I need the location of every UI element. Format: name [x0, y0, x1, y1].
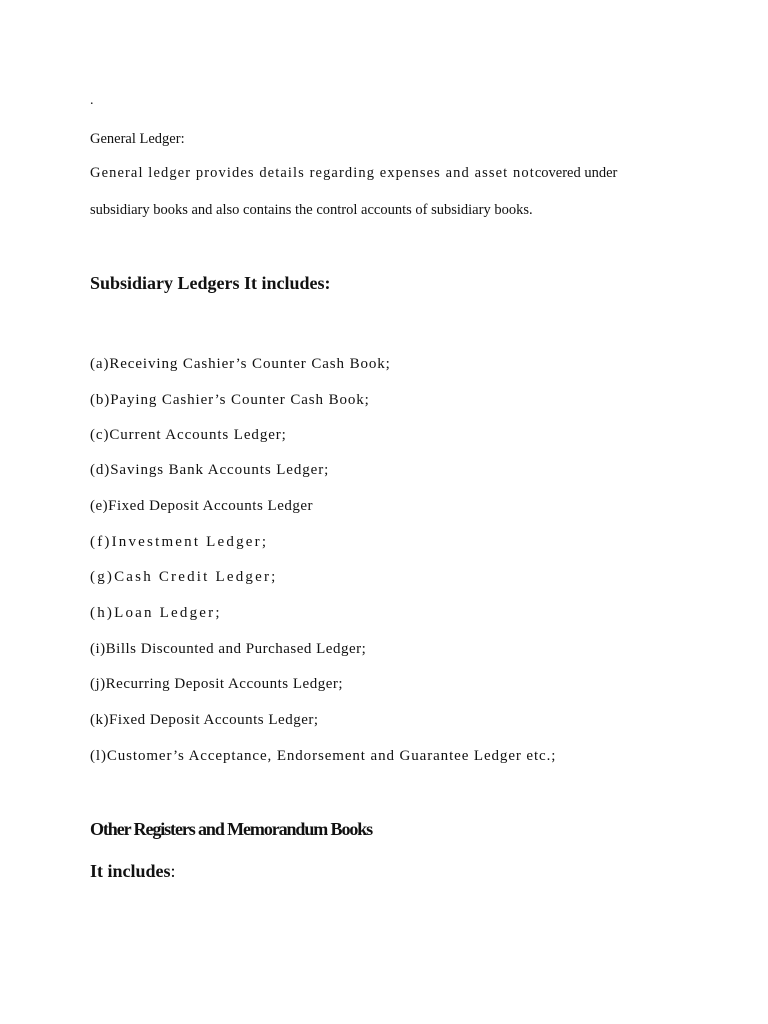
list-item: (k)Fixed Deposit Accounts Ledger; — [90, 712, 319, 728]
list-item: (h)Loan Ledger; — [90, 605, 222, 621]
list-item: (a)Receiving Cashier’s Counter Cash Book; — [90, 356, 391, 372]
list-item: (j)Recurring Deposit Accounts Ledger; — [90, 676, 344, 692]
list-item: (l)Customer’s Acceptance, Endorsement and Guarantee Ledger etc.; — [90, 748, 557, 764]
list-item: (d)Savings Bank Accounts Ledger; — [90, 462, 330, 478]
list-item: (i)Bills Discounted and Purchased Ledger; — [90, 641, 367, 657]
general-ledger-label: General Ledger: — [90, 131, 185, 147]
general-ledger-paragraph-line-1 — [90, 164, 617, 182]
list-item: (g)Cash Credit Ledger; — [90, 569, 278, 585]
paragraph-text-a: General ledger provides details regarding expenses and asset not — [90, 165, 535, 181]
other-registers-heading: Other Registers and Memorandum Books — [90, 819, 373, 839]
it-includes-label: It includes — [90, 861, 171, 881]
subsidiary-ledgers-heading: Subsidiary Ledgers It includes: — [90, 273, 331, 293]
it-includes-colon: : — [170, 861, 176, 881]
list-item: (b)Paying Cashier’s Counter Cash Book; — [90, 392, 370, 408]
list-item: (f)Investment Ledger; — [90, 534, 269, 550]
list-item: (e)Fixed Deposit Accounts Ledger — [90, 498, 314, 514]
it-includes-heading — [90, 860, 176, 882]
paragraph-text-b: covered under — [534, 165, 618, 181]
general-ledger-paragraph-line-2: subsidiary books and also contains the control accounts of subsidiary books. — [90, 202, 533, 218]
stray-mark: . — [90, 93, 94, 108]
list-item: (c)Current Accounts Ledger; — [90, 427, 287, 443]
